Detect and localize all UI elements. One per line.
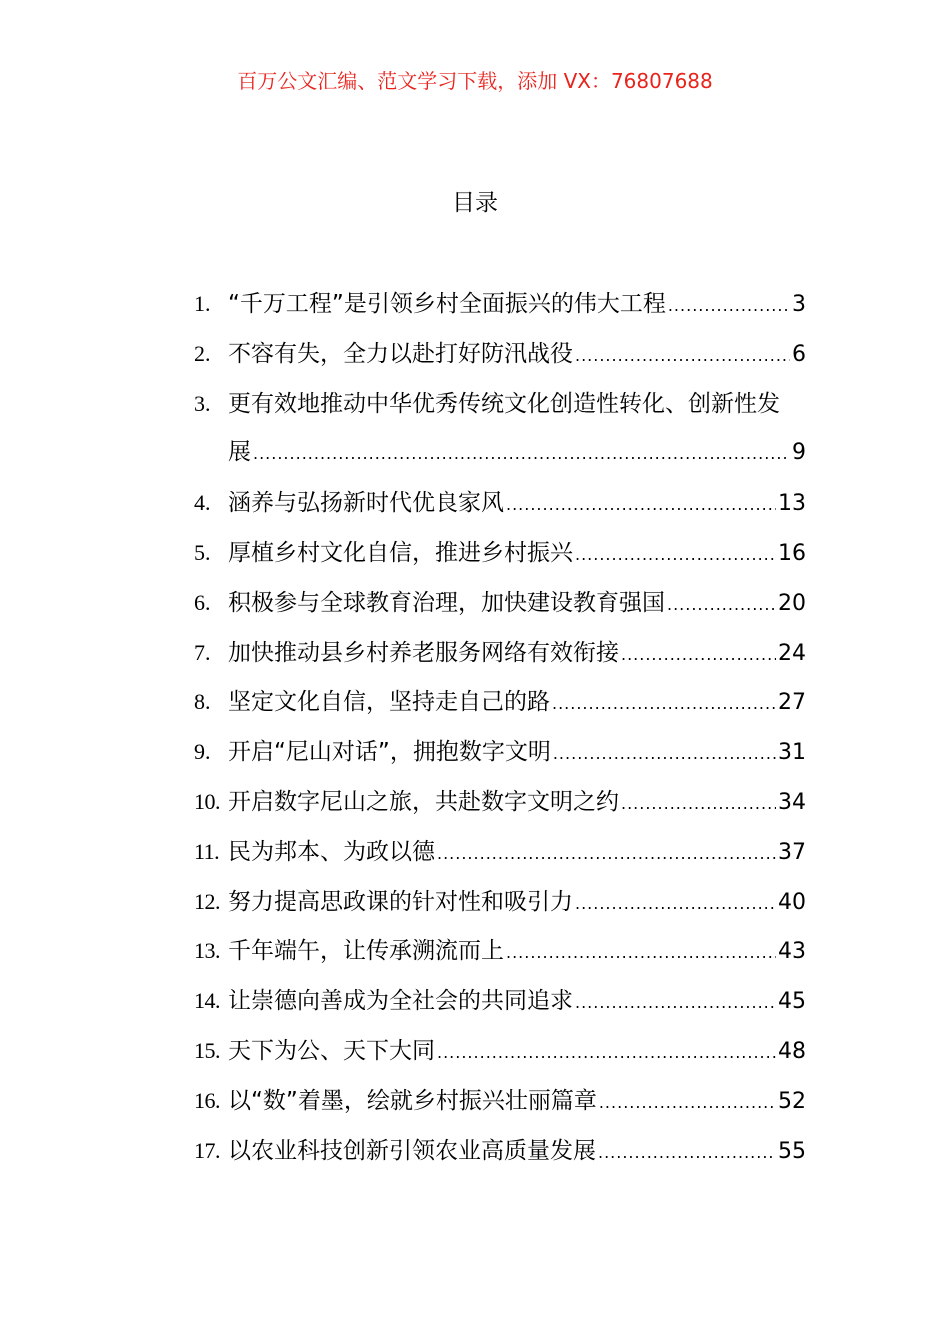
toc-line [194,478,806,528]
toc-entry-title: 坚定文化自信，坚持走自己的路 [228,689,550,716]
dot-leader [621,779,776,829]
toc-entry-2[interactable] [194,329,806,379]
toc-entry-6[interactable] [194,578,806,628]
toc-number: 15. [194,1037,220,1063]
toc-line [194,1126,806,1176]
toc-line [194,976,806,1026]
toc-line [194,528,806,578]
toc-entry-5[interactable] [194,528,806,578]
toc-number: 17. [194,1137,220,1163]
toc-entry-title: 开启数字尼山之旅，共赴数字文明之约 [228,788,619,815]
toc-page-number: 24 [778,640,806,666]
toc-line [194,1076,806,1126]
toc-entry-15[interactable] [194,1026,806,1076]
toc-page-number: 3 [792,292,806,317]
dot-leader [437,829,776,879]
dot-leader [668,281,790,331]
dot-leader [621,630,776,680]
toc-entry-14[interactable] [194,976,806,1026]
toc-line [194,777,806,827]
toc-line [194,727,806,777]
toc-entry-title-continuation: 展 [228,439,251,466]
dot-leader [667,580,776,630]
toc-page-number: 27 [778,690,806,716]
toc-number: 9. [194,739,211,765]
toc-entry-title: 以“数”着墨，绘就乡村振兴壮丽篇章 [228,1087,597,1114]
toc-number: 14. [194,988,220,1014]
toc-number: 2. [194,340,211,366]
toc-page-number: 40 [778,889,806,915]
toc-line-continuation [194,428,806,478]
toc-page-number: 37 [778,839,806,865]
toc-number: 16. [194,1087,220,1113]
toc-entry-8[interactable] [194,677,806,727]
toc-entry-1[interactable] [194,279,806,329]
toc-page-number: 55 [778,1138,806,1164]
toc-line [194,628,806,678]
toc-line [194,677,806,727]
toc-entry-9[interactable] [194,727,806,777]
toc-page-number: 20 [778,590,806,616]
toc-entry-title: 天下为公、天下大同 [228,1037,435,1064]
dot-leader [506,928,776,978]
toc-page-number: 6 [792,341,806,367]
toc-entry-title: “千万工程”是引领乡村全面振兴的伟大工程 [228,291,666,317]
toc-page-number: 43 [778,939,806,965]
toc-line [194,827,806,877]
dot-leader [575,879,776,929]
toc-entry-4[interactable] [194,478,806,528]
toc-entry-title: 涵养与弘扬新时代优良家风 [228,490,504,517]
toc-page-number: 34 [778,789,806,815]
toc-entry-11[interactable] [194,827,806,877]
toc-entry-title: 开启“尼山对话”，拥抱数字文明 [228,739,551,766]
toc-entry-title: 加快推动县乡村养老服务网络有效衔接 [228,639,619,666]
toc-line [194,877,806,927]
toc-entry-13[interactable] [194,926,806,976]
toc-line [194,279,806,329]
toc-entry-title: 积极参与全球教育治理，加快建设教育强国 [228,589,665,616]
toc-page-number: 52 [778,1088,806,1114]
toc-number: 11. [194,838,220,864]
toc-number: 12. [194,888,220,914]
toc-title: 目录 [452,190,498,216]
toc-line [194,578,806,628]
toc-page-number: 31 [778,740,806,766]
toc-number: 5. [194,539,211,565]
toc-line [194,379,806,429]
toc-entry-title: 以农业科技创新引领农业高质量发展 [228,1137,596,1164]
dot-leader [575,331,790,381]
dot-leader [599,1078,776,1128]
toc-entry-title: 厚植乡村文化自信，推进乡村振兴 [228,539,573,566]
toc-entry-3[interactable] [194,379,806,479]
toc-entry-title: 让崇德向善成为全社会的共同追求 [228,988,573,1015]
toc-entry-7[interactable] [194,628,806,678]
toc-page-number: 16 [778,540,806,566]
toc-number: 13. [194,938,220,964]
toc-entry-10[interactable] [194,777,806,827]
toc-entry-title: 更有效地推动中华优秀传统文化创造性转化、创新性发 [228,390,780,417]
dot-leader [253,429,790,479]
toc-page-number: 45 [778,989,806,1015]
toc-line [194,329,806,379]
toc-line [194,926,806,976]
toc-entry-title: 千年端午，让传承溯流而上 [228,938,504,965]
dot-leader [506,480,776,530]
dot-leader [553,729,776,779]
dot-leader [575,978,776,1028]
toc-entry-17[interactable] [194,1126,806,1176]
toc-entry-16[interactable] [194,1076,806,1126]
toc-entry-title: 不容有失，全力以赴打好防汛战役 [228,340,573,367]
toc-line [194,1026,806,1076]
header-note: 百万公文汇编、范文学习下载，添加 VX：76807688 [237,69,713,93]
dot-leader [437,1028,776,1078]
toc-number: 6. [194,589,211,615]
toc-entry-12[interactable] [194,877,806,927]
table-of-contents [194,279,806,1175]
toc-page-number: 13 [778,491,806,517]
toc-entry-title: 努力提高思政课的针对性和吸引力 [228,888,573,915]
dot-leader [598,1128,776,1178]
toc-number: 7. [194,639,211,665]
toc-number: 8. [194,689,211,715]
toc-number: 1. [194,291,211,316]
toc-entry-title: 民为邦本、为政以德 [228,838,435,865]
toc-page-number: 9 [792,440,806,466]
toc-number: 10. [194,788,220,814]
dot-leader [552,679,776,729]
toc-number: 4. [194,490,211,516]
toc-number: 3. [194,390,211,416]
toc-page-number: 48 [778,1038,806,1064]
dot-leader [575,530,776,580]
